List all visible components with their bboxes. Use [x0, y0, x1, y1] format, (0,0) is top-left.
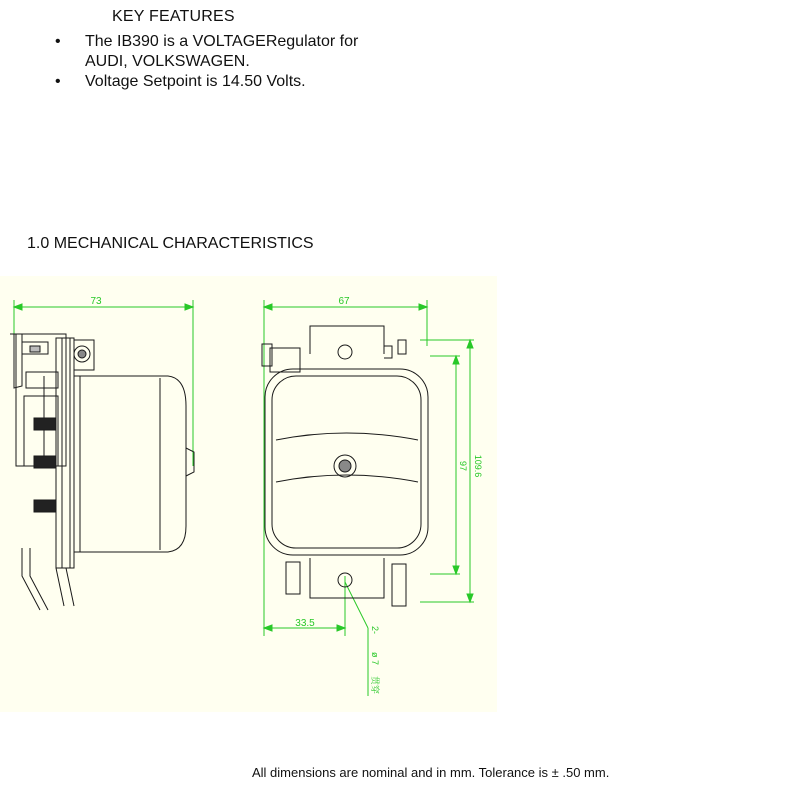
key-features-title: KEY FEATURES — [112, 8, 235, 25]
front-view — [262, 300, 474, 696]
dim-bottom-half: 33.5 — [295, 618, 315, 629]
dim-left-width: 73 — [90, 296, 102, 307]
hole-note-c: 贯穿 — [370, 676, 380, 695]
bullet-icon: • — [55, 73, 61, 90]
feature-line: Voltage Setpoint is 14.50 Volts. — [85, 73, 306, 90]
key-features-list — [55, 32, 358, 92]
dim-height-outer: 109.6 — [473, 454, 483, 478]
section-title: 1.0 MECHANICAL CHARACTERISTICS — [27, 235, 314, 252]
feature-line: AUDI, VOLKSWAGEN. — [85, 53, 250, 70]
feature-line: The IB390 is a VOLTAGERegulator for — [85, 33, 359, 50]
bullet-icon: • — [55, 33, 61, 50]
feature-item — [55, 72, 358, 92]
dimension-note: All dimensions are nominal and in mm. Tolerance is ± .50 mm. — [252, 765, 610, 780]
dim-right-width: 67 — [338, 296, 350, 307]
hole-note-b: ø 7 — [370, 652, 380, 666]
drawing-svg — [0, 276, 497, 712]
mechanical-drawing — [0, 276, 497, 712]
hole-note-a: 2- — [370, 626, 380, 635]
dim-height-inner: 97 — [458, 460, 468, 472]
feature-item — [55, 32, 358, 72]
side-view — [10, 300, 194, 610]
